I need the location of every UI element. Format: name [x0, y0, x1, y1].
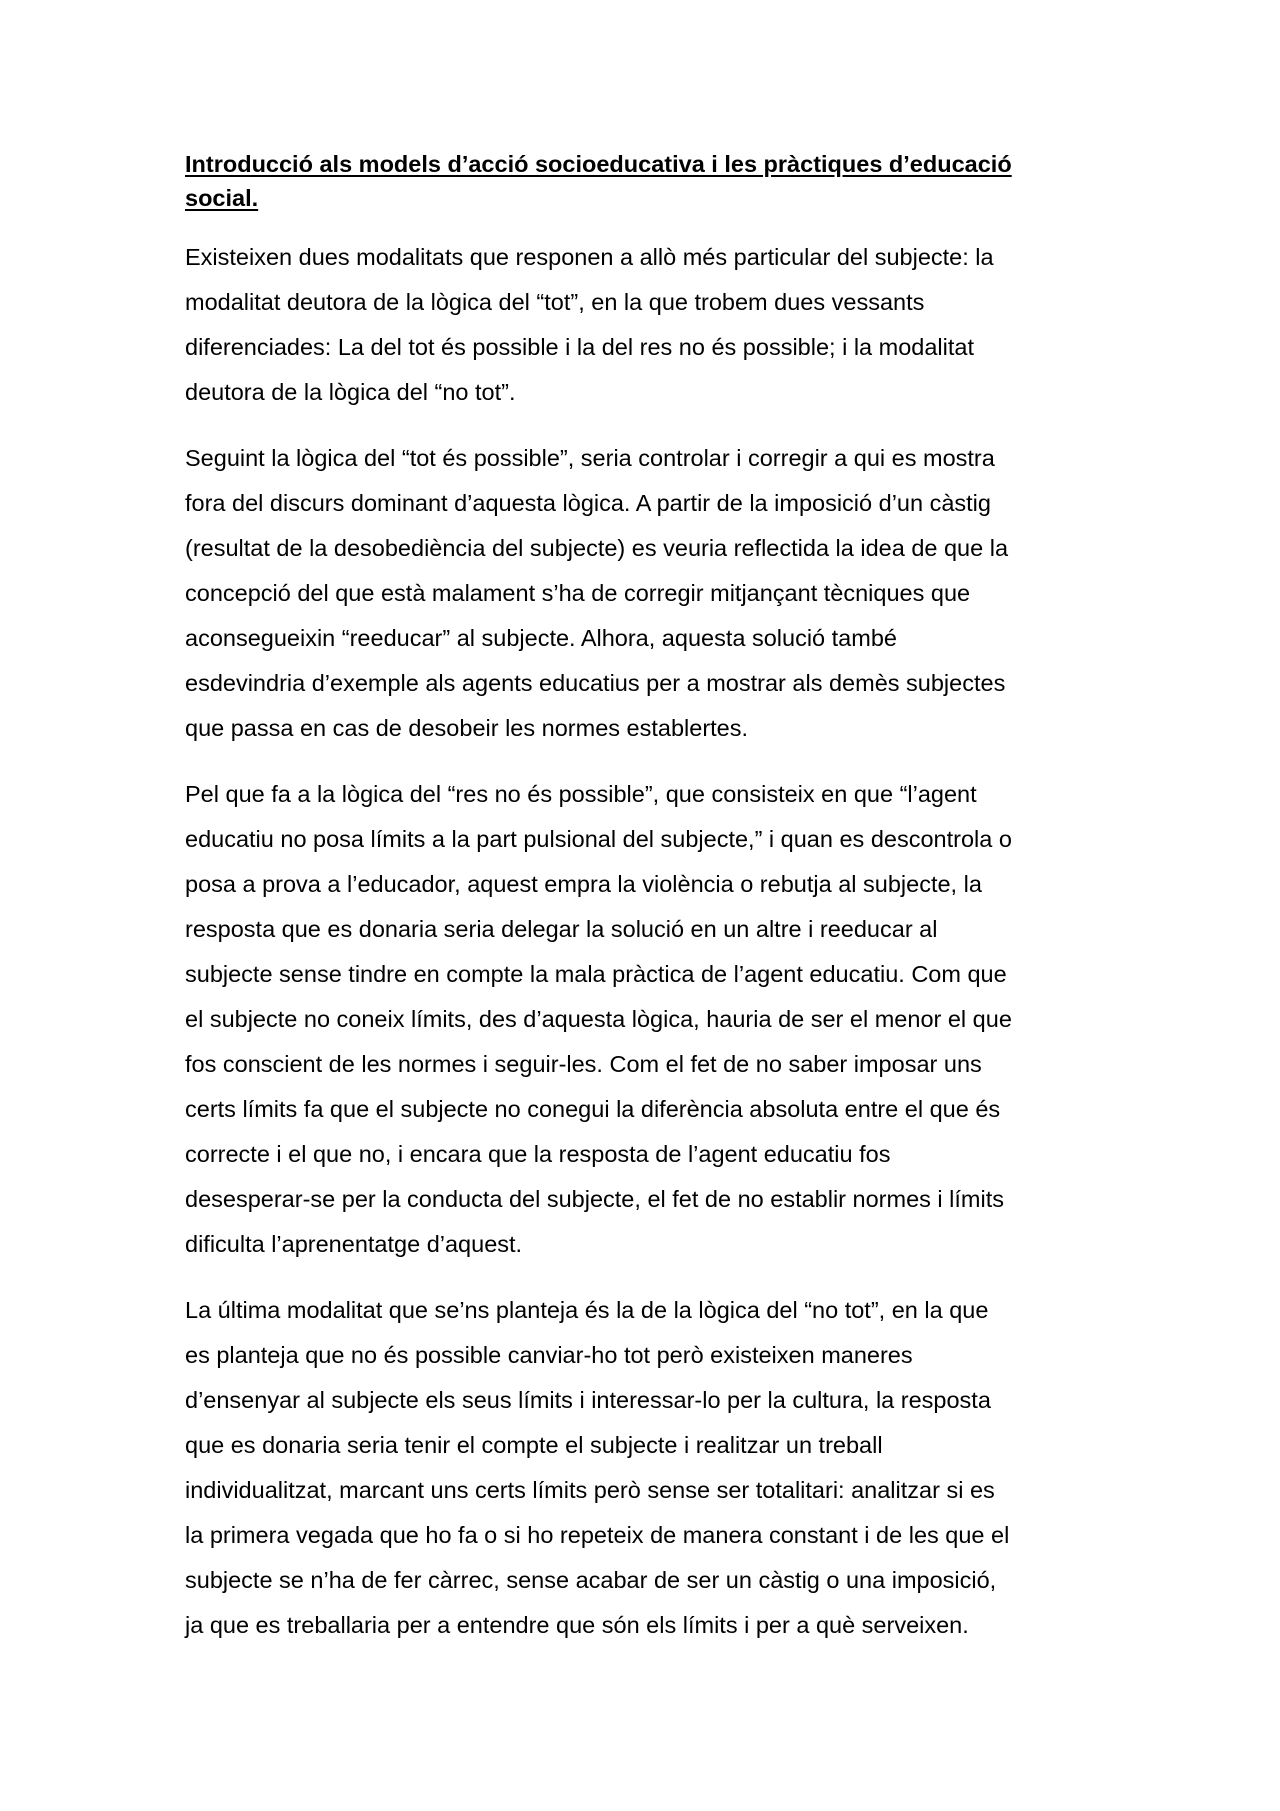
document-body — [185, 147, 1110, 1669]
paragraph-no-tot: La última modalitat que se’ns planteja és la de la lògica del “no tot”, en la que es planteja que no és possible canviar-ho tot però existeixen maneres d’ensenyar al subjecte els seus límits i interessar-lo per la cultura, la resposta que es donaria seria tenir el compte el subjecte i realitzar un treball individualitzat, marcant uns certs límits però sense ser totalitari: analitzar si es la primera vegada que ho fa o si ho repeteix de manera constant i de les que el subjecte se n’ha de fer càrrec, sense acabar de ser un càstig o una imposició, ja que es treballaria per a entendre que són els límits i per a què serveixen. — [185, 1297, 1010, 1638]
paragraph-modalitats: Existeixen dues modalitats que responen a allò més particular del subjecte: la modalitat deutora de la lògica del “tot”, en la que trobem dues vessants diferenciades: La del tot és possible i la del res no és possible; i la modalitat deutora de la lògica del “no tot”. — [185, 244, 994, 405]
document-title: Introducció als models d’acció socioeducativa i les pràctiques d’educació social. — [185, 151, 1012, 211]
paragraph-res-no-es-possible: Pel que fa a la lògica del “res no és possible”, que consisteix en que “l’agent educatiu no posa límits a la part pulsional del subjecte,” i quan es descontrola o posa a prova a l’educador, aquest empra la violència o rebutja al subjecte, la resposta que es donaria seria delegar la solució en un altre i reeducar al subjecte sense tindre en compte la mala pràctica de l’agent educatiu. Com que el subjecte no coneix límits, des d’aquesta lògica, hauria de ser el menor el que fos conscient de les normes i seguir-les. Com el fet de no saber imposar uns certs límits fa que el subjecte no conegui la diferència absoluta entre el que és correcte i el que no, i encara que la resposta de l’agent educatiu fos desesperar-se per la conducta del subjecte, el fet de no establir normes i límits dificulta l’aprenentatge d’aquest. — [185, 781, 1012, 1257]
paragraph-tot-es-possible: Seguint la lògica del “tot és possible”, seria controlar i corregir a qui es mostra fora del discurs dominant d’aquesta lògica. A partir de la imposició d’un càstig (resultat de la desobediència del subjecte) es veuria reflectida la idea de que la concepció del que està malament s’ha de corregir mitjançant tècniques que aconsegueixin “reeducar” al subjecte. Alhora, aquesta solució també esdevindria d’exemple als agents educatius per a mostrar als demès subjectes que passa en cas de desobeir les normes establertes. — [185, 445, 1009, 741]
